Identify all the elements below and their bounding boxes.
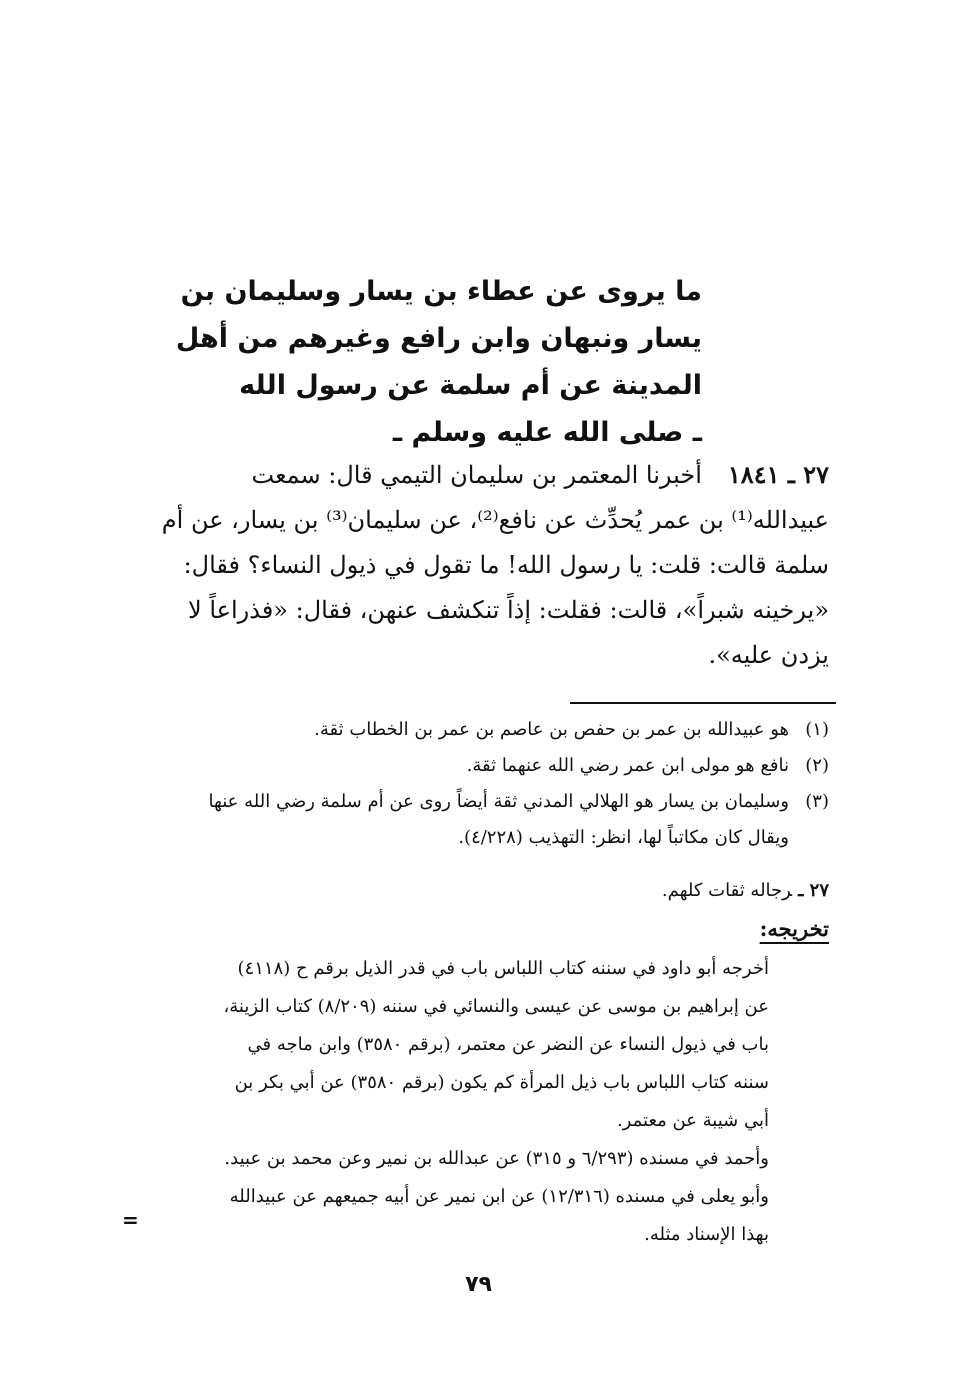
continuation-mark: = <box>122 1208 139 1232</box>
chapter-title-line: ما يروى عن عطاء بن يسار وسليمان بن <box>180 276 702 307</box>
footnote-number: (٣) <box>805 791 829 812</box>
takhrij-body <box>129 950 769 1254</box>
chapter-title <box>175 268 702 456</box>
footnote-body <box>208 784 789 856</box>
footnote-line: هو عبيدالله بن عمر بن حفص بن عاصم بن عمر بن الخطاب ثقة. <box>314 719 789 740</box>
rijal-number: ٢٧ ـ <box>798 880 829 901</box>
hadith-text <box>129 452 829 678</box>
chapter-title-line: المدينة عن أم سلمة عن رسول الله <box>239 370 702 401</box>
footnote-body <box>314 712 789 748</box>
footnote-line: ويقال كان مكاتباً لها، انظر: التهذيب (٤/٢٢٨). <box>458 827 789 848</box>
takhrij-heading: تخريجه: <box>759 916 829 941</box>
page-number: ٧٩ <box>465 1272 492 1297</box>
footnote <box>129 748 829 784</box>
footnotes <box>129 712 829 856</box>
rijal-note <box>129 872 829 910</box>
hadith-number: ٢٧ ـ ١٨٤١ <box>727 460 829 489</box>
footnote-line: وسليمان بن يسار هو الهلالي المدني ثقة أيضاً روى عن أم سلمة رضي الله عنها <box>208 791 789 812</box>
footnote-number: (٢) <box>805 755 829 776</box>
hadith-line-text: أخبرنا المعتمر بن سليمان التيمي قال: سمعت <box>251 461 702 489</box>
takhrij-line: باب في ذيول النساء عن النضر عن معتمر، (برقم ٣٥٨٠) وابن ماجه في <box>247 1034 769 1055</box>
takhrij-line: وأبو يعلى في مسنده (١٢/٣١٦) عن ابن نمير عن أبيه جميعهم عن عبيدالله <box>229 1186 769 1207</box>
takhrij-line: وأحمد في مسنده (٦/٢٩٣ و ٣١٥) عن عبدالله بن نمير وعن محمد بن عبيد. <box>224 1148 769 1169</box>
footnote <box>129 784 829 856</box>
takhrij-line: بهذا الإسناد مثله. <box>644 1224 769 1245</box>
hadith-line <box>129 452 829 498</box>
hadith-line: «يرخينه شبراً»، قالت: فقلت: إذاً تنكشف عنهن، فقال: «فذراعاً لا <box>188 596 829 624</box>
footnote-divider <box>570 702 836 704</box>
takhrij-section <box>129 872 829 1254</box>
takhrij-line: أبي شيبة عن معتمر. <box>616 1110 769 1131</box>
hadith-line: سلمة قالت: قلت: يا رسول الله! ما تقول في ذيول النساء؟ فقال: <box>183 551 829 579</box>
takhrij-line: أخرجه أبو داود في سننه كتاب اللباس باب في قدر الذيل برقم ح (٤١١٨) <box>237 958 769 979</box>
chapter-title-line: ـ صلى الله عليه وسلم ـ <box>392 417 702 448</box>
takhrij-line: سننه كتاب اللباس باب ذيل المرأة كم يكون (برقم ٣٥٨٠) عن أبي بكر بن <box>234 1072 769 1093</box>
takhrij-heading-row <box>129 910 829 950</box>
footnote <box>129 712 829 748</box>
takhrij-line: عن إبراهيم بن موسى عن عيسى والنسائي في سننه (٨/٢٠٩) كتاب الزينة، <box>223 996 769 1017</box>
footnote-line: نافع هو مولى ابن عمر رضي الله عنهما ثقة. <box>466 755 789 776</box>
hadith-line: عبيدالله⁽¹⁾ بن عمر يُحدِّث عن نافع⁽²⁾، عن سليمان⁽³⁾ بن يسار، عن أم <box>161 506 829 534</box>
footnote-number: (١) <box>805 719 829 740</box>
hadith-line: يزدن عليه». <box>708 641 829 669</box>
rijal-text: رجاله ثقات كلهم. <box>661 880 793 901</box>
chapter-title-line: يسار ونبهان وابن رافع وغيرهم من أهل <box>175 323 702 354</box>
footnote-body <box>467 748 789 784</box>
